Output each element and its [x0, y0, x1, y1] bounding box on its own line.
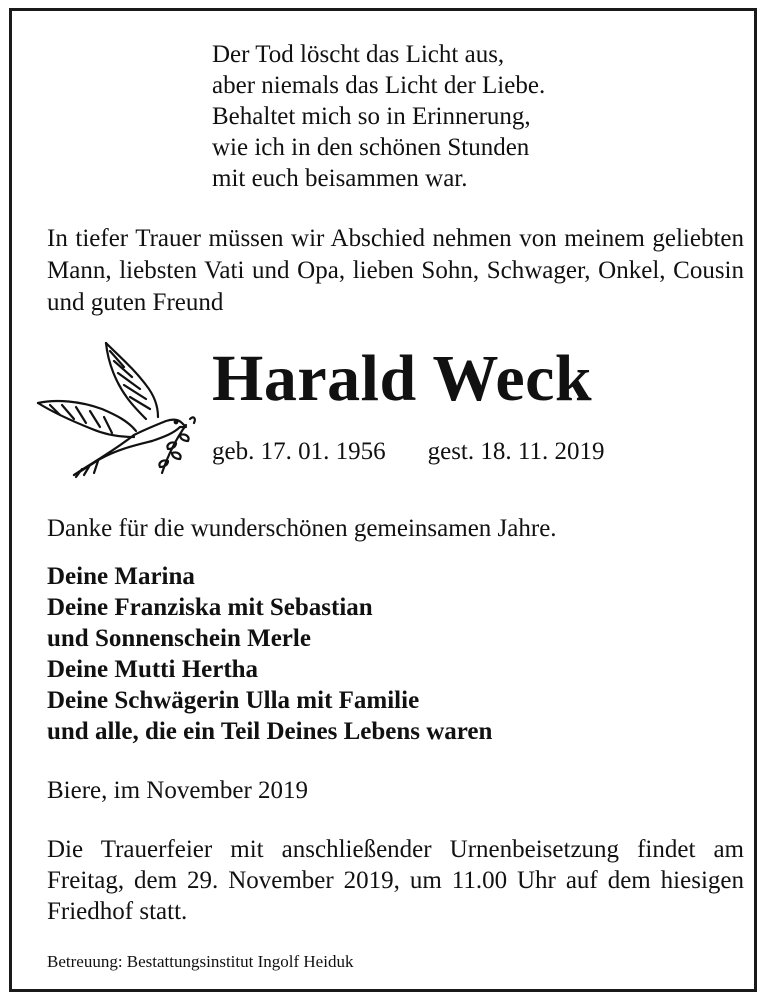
- signers: [47, 561, 492, 747]
- funeral-home-credit: Betreuung: Bestattungsinstitut Ingolf Heiduk: [47, 952, 354, 971]
- poem-line: Behaltet mich so in Erinnerung,: [212, 103, 531, 130]
- poem-line: wie ich in den schönen Stunden: [212, 134, 530, 161]
- signer-line: und alle, die ein Teil Deines Lebens waren: [47, 718, 493, 745]
- obituary-frame: [9, 8, 757, 992]
- dove-icon: [36, 339, 196, 479]
- place-date: Biere, im November 2019: [47, 777, 309, 804]
- signer-line: und Sonnenschein Merle: [47, 625, 311, 652]
- life-dates: [212, 436, 604, 468]
- poem-line: aber niemals das Licht der Liebe.: [212, 72, 546, 99]
- signer-line: Deine Schwägerin Ulla mit Familie: [47, 687, 420, 714]
- thanks-text: Danke für die wunderschönen gemeinsamen Jahre.: [47, 515, 557, 542]
- poem-line: mit euch beisammen war.: [212, 165, 468, 192]
- signer-line: Deine Mutti Hertha: [47, 656, 259, 683]
- death-date: gest. 18. 11. 2019: [427, 438, 605, 465]
- signer-line: Deine Marina: [47, 563, 195, 590]
- poem: [212, 39, 545, 194]
- poem-line: Der Tod löscht das Licht aus,: [212, 41, 505, 68]
- intro-text: In tiefer Trauer müssen wir Abschied nehmen von meinem geliebten Mann, liebsten Vati und Opa, lieben Sohn, Schwager, Onkel, Cousin und guten Freund: [47, 225, 744, 316]
- birth-date: geb. 17. 01. 1956: [212, 438, 386, 465]
- ceremony-text: Die Trauerfeier mit anschließender Urnenbeisetzung findet am Freitag, dem 29. November 2019, um 11.00 Uhr auf dem hiesigen Friedhof statt.: [47, 836, 744, 925]
- signer-line: Deine Franziska mit Sebastian: [47, 594, 373, 621]
- deceased-name: Harald Weck: [212, 342, 593, 415]
